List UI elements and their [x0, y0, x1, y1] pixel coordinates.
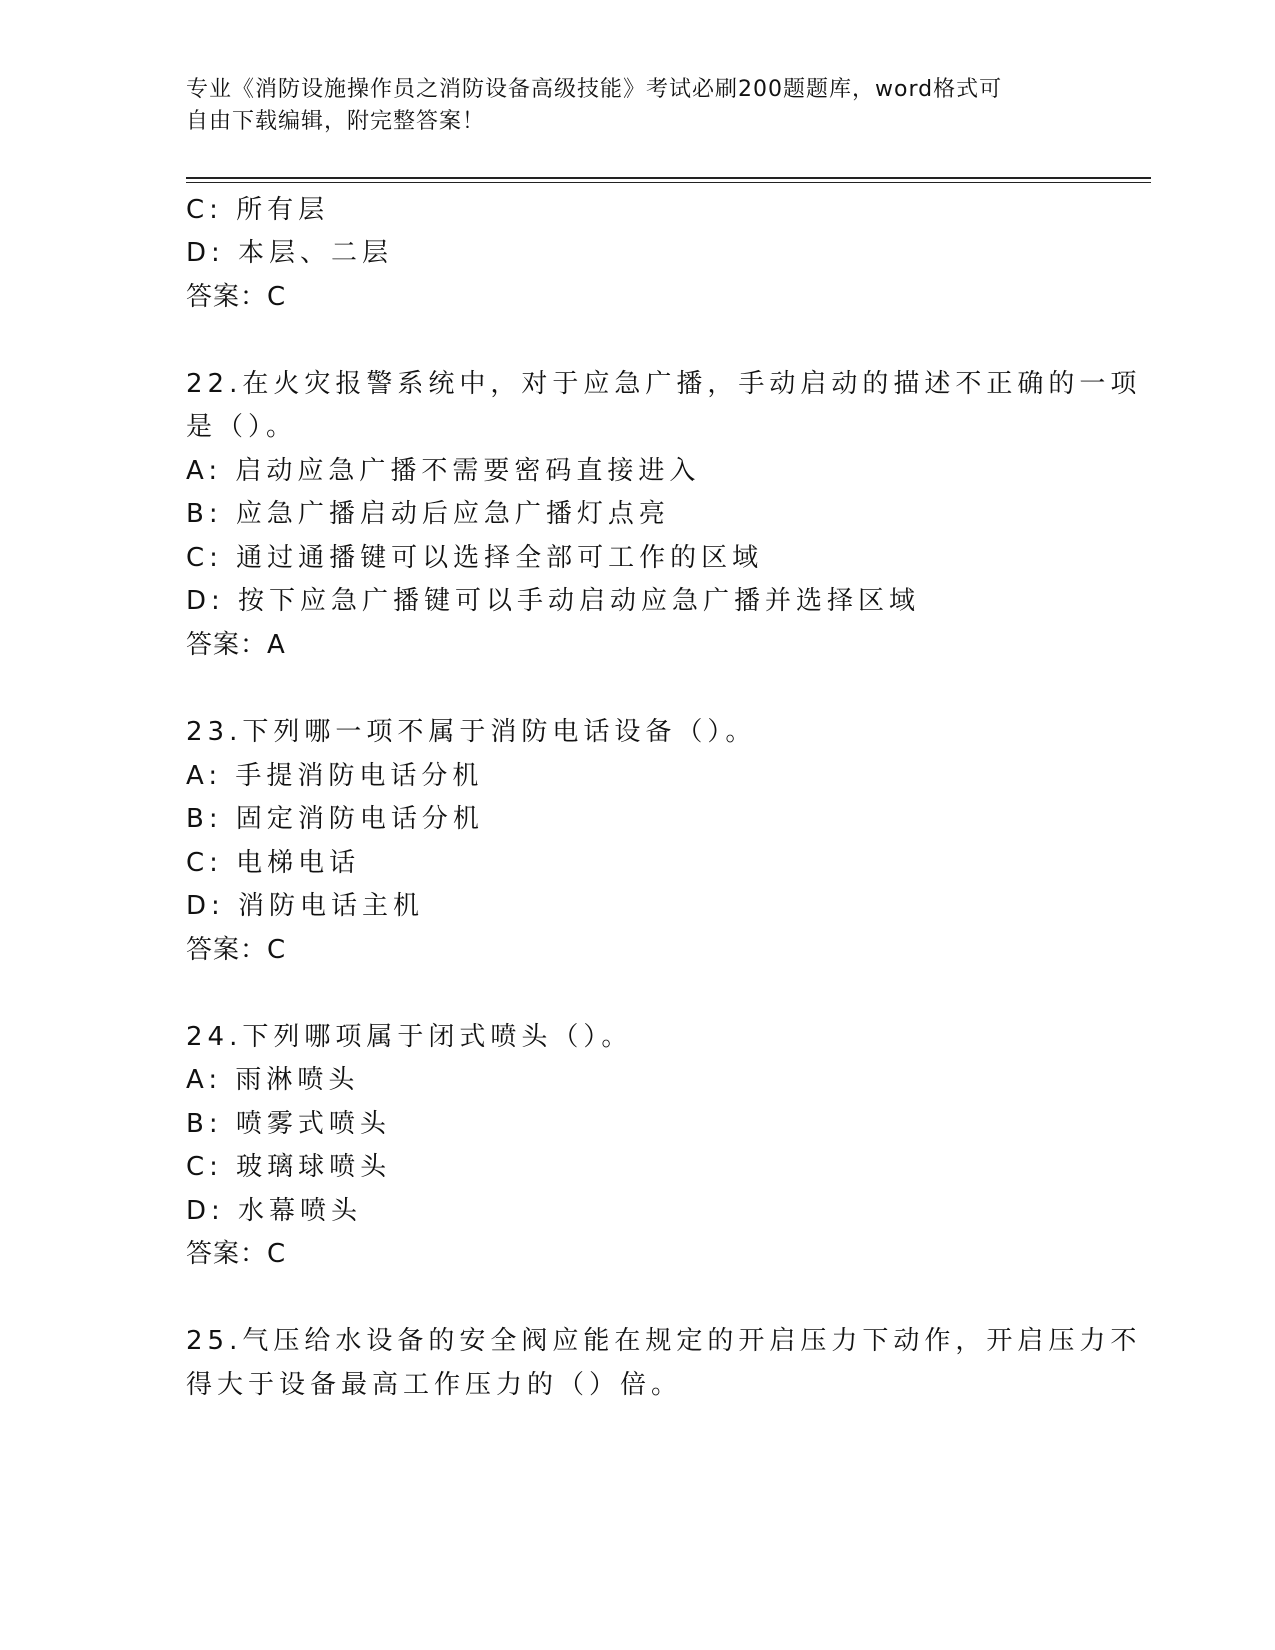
- document-header: [186, 74, 1086, 138]
- q25-stem-line-1: 25.气压给水设备的安全阀应能在规定的开启压力下动作，开启压力不: [186, 1326, 1142, 1356]
- header-line-1: 专业《消防设施操作员之消防设备高级技能》考试必刷200题题库，word格式可: [186, 77, 1003, 102]
- q22-stem-line-2: 是（）。: [186, 412, 298, 442]
- header-line-2: 自由下载编辑，附完整答案！: [186, 109, 486, 134]
- q23-option-b: B: 固定消防电话分机: [186, 804, 484, 834]
- header-divider-thin: [186, 182, 1151, 183]
- q24-option-c: C: 玻璃球喷头: [186, 1152, 392, 1182]
- q24-option-b: B: 喷雾式喷头: [186, 1109, 391, 1139]
- q23-option-d: D: 消防电话主机: [186, 891, 425, 921]
- q21-answer: 答案：C: [186, 282, 287, 312]
- q24-stem: 24.下列哪项属于闭式喷头（）。: [186, 1022, 633, 1052]
- q22-answer: 答案：A: [186, 630, 286, 660]
- q25-stem-line-2: 得大于设备最高工作压力的（）倍。: [186, 1370, 683, 1400]
- q23-option-c: C: 电梯电话: [186, 848, 361, 878]
- q24-option-d: D: 水幕喷头: [186, 1196, 363, 1226]
- q23-answer: 答案：C: [186, 935, 287, 965]
- q21-option-d: D: 本层、二层: [186, 238, 394, 268]
- q22-option-a: A: 启动应急广播不需要密码直接进入: [186, 456, 701, 486]
- q21-option-c: C: 所有层: [186, 195, 330, 225]
- q23-stem: 23.下列哪一项不属于消防电话设备（）。: [186, 717, 757, 747]
- header-divider-thick: [186, 177, 1151, 179]
- q22-option-c: C: 通过通播键可以选择全部可工作的区域: [186, 543, 764, 573]
- q22-stem-line-1: 22.在火灾报警系统中，对于应急广播，手动启动的描述不正确的一项: [186, 369, 1142, 399]
- q24-option-a: A: 雨淋喷头: [186, 1065, 360, 1095]
- q22-option-d: D: 按下应急广播键可以手动启动应急广播并选择区域: [186, 586, 921, 616]
- q24-answer: 答案：C: [186, 1239, 287, 1269]
- q23-option-a: A: 手提消防电话分机: [186, 761, 484, 791]
- q22-option-b: B: 应急广播启动后应急广播灯点亮: [186, 499, 670, 529]
